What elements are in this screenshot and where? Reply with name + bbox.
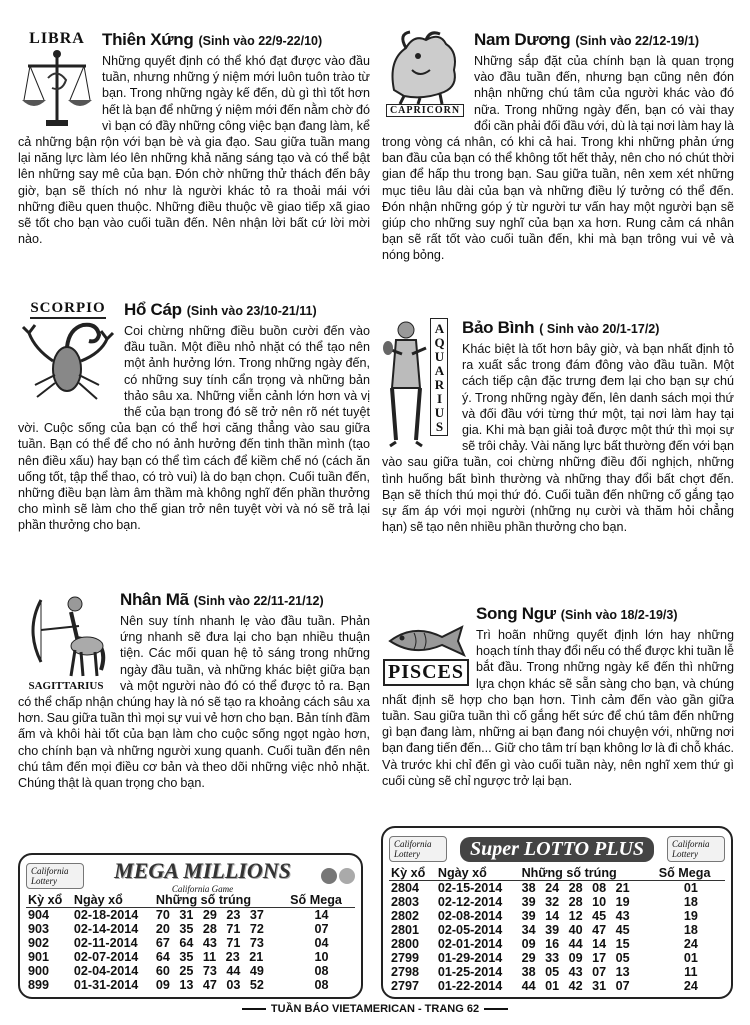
table-row — [389, 909, 725, 923]
winning-numbers: 20 35 28 71 72 — [155, 922, 264, 936]
mega-number: 18 — [683, 895, 698, 909]
pisces-illustration — [382, 623, 470, 686]
scorpio-art-label: SCORPIO — [30, 300, 105, 319]
aquarius-text: Khác biệt là tốt hơn bây giờ, và bạn nhất định tỏ ra xuất sắc trong đám đông vào đầu tuần. Một cách tiếp cận đặc trưng đem lại cho bạn sự chú ý. Trong những ngày đến, lên danh sách mọi thứ và đối đầu với từng thứ một, tại nơi làm hay tại gia. Khi mà bạn giải toả được một thứ thì mọi sự sẽ trôi chảy. Vài năng lực bất thường đến với bạn vào sau giữa tuần, coi chừng những điều đối nghịch, những tình huống bất bình thường và những thay đổi bất chợt đến. Bạn sẽ thích thú mọi thứ đó. Cuối tuần đến những cố gắng tạo sự ấm áp với mọi người (những nụ cười và thăm hỏi chẳng hạn) sẽ tạo nên nhiều phần thưởng cho bạn. — [382, 342, 734, 535]
california-lottery-logo: California Lottery — [26, 863, 84, 889]
capricorn-title: Nam Dương — [474, 30, 571, 49]
draw-date: 02-07-2014 — [73, 950, 139, 964]
mega-number: 24 — [683, 979, 698, 993]
mega-millions-table — [26, 893, 355, 992]
mega-number: 19 — [683, 909, 698, 923]
pisces-art-label: PISCES — [383, 659, 469, 686]
draw-number: 900 — [28, 964, 50, 978]
scorpio-illustration — [18, 300, 118, 409]
aquarius-title: Bảo Bình — [462, 318, 535, 337]
mega-number: 24 — [683, 937, 698, 951]
table-row — [389, 951, 725, 965]
mega-number: 10 — [314, 950, 329, 964]
winning-numbers: 34 39 40 47 45 — [521, 923, 630, 937]
draw-date: 02-08-2014 — [437, 909, 503, 923]
aquarius-art-label: AQUARIUS — [430, 318, 448, 436]
capricorn-dates: (Sinh vào 22/12-19/1) — [575, 34, 699, 48]
capricorn-art-label: CAPRICORN — [386, 104, 464, 117]
mega-millions-box — [18, 853, 363, 999]
section-pisces — [382, 604, 734, 789]
pisces-text: Trì hoãn những quyết định lớn hay những hoạch tính thay đổi nếu có thể được khi tuần lễ bắt đầu. Trong những ngày kế đến thì những lựa chọn khác sẽ sẵn sàng cho bạn, và chúng nhất định sẽ hợp cho bạn hơn. Tình cảm đến vào gần giữa tuần. Sau giữa tuần thì cố gắng hết sức để chú tâm đến những gì bạn đang làm, những ai bạn đang nói chuyện với, những nơi bạn đang tiến đến... Giữ cho tâm trí bạn không lơ là đi chỗ khác. Và trước khi chỉ đến gì vào cuối tuần này, nên nghĩ xem thứ gì cuối cùng sẽ chỉ ngược trở lại bạn. — [382, 628, 734, 788]
col-date: Ngày xổ — [72, 893, 154, 908]
section-libra — [18, 30, 370, 247]
california-lottery-logo-right: California Lottery — [667, 836, 725, 862]
col-numbers: Những số trúng — [520, 866, 657, 881]
table-row — [389, 881, 725, 896]
winning-numbers: 09 13 47 03 52 — [155, 978, 264, 992]
water-bearer-icon — [382, 318, 430, 448]
superlotto-logo: Super LOTTO PLUS — [460, 837, 654, 862]
draw-date: 02-05-2014 — [437, 923, 503, 937]
table-row — [389, 923, 725, 937]
sagittarius-text: Nên suy tính nhanh lẹ vào đầu tuần. Phản ứng nhanh sẽ đưa lại cho bạn nhiều thuận tiện. Các mối quan hệ tỏ sáng trong những ngày đầu tuần, và những khác biệt giữa bạn và một người nào đó có thể được tỏ ra. Bạn có thể chấp nhận chúng hay là nó sẽ tạo ra khoảng cách sâu xa hơn. Sau giữa tuần thì mọi sự vui vẻ hơn cho bạn. Bản tính đầm ấm và khôi hài tốt của bạn làm cho cuộc sống ngọt ngào hơn, cho chính bạn và những người xung quanh. Cuối tuần đến nên chú tâm đến mọi điều cơ bản và theo dõi những việc nhỏ nhặt. Chúng thật là quan trọng cho bạn. — [18, 614, 370, 791]
libra-scales-icon — [22, 48, 92, 130]
table-row — [26, 978, 355, 992]
winning-numbers: 60 25 73 44 49 — [155, 964, 264, 978]
col-draw: Kỳ xổ — [26, 893, 72, 908]
section-scorpio — [18, 300, 370, 534]
mega-number: 08 — [314, 978, 329, 992]
draw-date: 01-29-2014 — [437, 951, 503, 965]
draw-number: 903 — [28, 922, 50, 936]
draw-number: 2800 — [391, 937, 420, 951]
scorpio-text: Coi chừng những điều buồn cười đến vào đầu tuần. Một điều nhỏ nhặt có thể tạo nên một ảnh hưởng lớn. Trong những ngày đến, có những suy tính cẩn trọng và những bản thảo sâu xa. Những viễn cảnh lớn hơn và vị thế của bạn trong đó sẽ trở nên rõ nét tuyệt vời. Cuộc sống của bạn có thể hơi căng thẳng vào sau giữa tuần. Bạn có thể để cho nó ảnh hưởng đến tinh thần mình (tạo nên điều xấu) hay bạn có thể tìm cách để kiềm chế nó (cách ăn uống tốt, tập thể thao, có trò vui) là do bạn chọn. Cuối tuần đến, những điều bạn làm âm thầm mà không nghĩ đến phần thưởng cho mình sẽ làm cho thế gian trở nên tuyệt vời và nó sẽ trả lại phần thưởng cho bạn. — [18, 324, 370, 533]
libra-art-label: LIBRA — [29, 30, 85, 47]
fish-icon — [384, 623, 468, 657]
goat-icon — [384, 30, 466, 104]
footer-text: TUẦN BÁO VIETAMERICAN - TRANG 62 — [270, 1003, 480, 1015]
col-numbers: Những số trúng — [154, 893, 288, 908]
archer-icon — [21, 590, 111, 680]
capricorn-header — [474, 30, 734, 50]
table-row — [26, 964, 355, 978]
draw-number: 2798 — [391, 965, 420, 979]
winning-numbers: 44 01 42 31 07 — [521, 979, 630, 993]
winning-numbers: 67 64 43 71 73 — [155, 936, 264, 950]
pisces-dates: (Sinh vào 18/2-19/3) — [560, 608, 678, 622]
draw-date: 02-04-2014 — [73, 964, 139, 978]
draw-number: 2801 — [391, 923, 420, 937]
draw-date: 02-11-2014 — [73, 936, 138, 950]
superlotto-box — [381, 826, 733, 999]
footer-rule-left — [242, 1008, 266, 1010]
draw-date: 02-15-2014 — [437, 881, 503, 895]
winning-numbers: 39 14 12 45 43 — [521, 909, 630, 923]
winning-numbers: 39 32 28 10 19 — [521, 895, 630, 909]
sagittarius-dates: (Sinh vào 22/11-21/12) — [193, 594, 324, 608]
draw-number: 901 — [28, 950, 50, 964]
libra-header — [102, 30, 370, 50]
mega-millions-logo-wrap — [114, 858, 291, 894]
table-row — [26, 936, 355, 950]
mega-number: 01 — [683, 951, 698, 965]
table-row — [26, 950, 355, 964]
winning-numbers: 29 33 09 17 05 — [521, 951, 630, 965]
table-row — [389, 979, 725, 993]
winning-numbers: 64 35 11 23 21 — [155, 950, 264, 964]
col-date: Ngày xổ — [436, 866, 520, 881]
libra-dates: (Sinh vào 22/9-22/10) — [198, 34, 323, 48]
superlotto-header — [389, 832, 725, 866]
draw-number: 2804 — [391, 881, 420, 895]
mega-number: 11 — [684, 965, 698, 979]
draw-date: 01-31-2014 — [73, 978, 139, 992]
superlotto-header-row — [389, 866, 725, 881]
mega-millions-header — [26, 859, 355, 893]
mega-number: 14 — [314, 908, 329, 922]
table-row — [389, 895, 725, 909]
table-row — [26, 922, 355, 936]
table-row — [26, 908, 355, 923]
aquarius-dates: ( Sinh vào 20/1-17/2) — [539, 322, 660, 336]
winning-numbers: 38 24 28 08 21 — [521, 881, 630, 895]
mega-millions-logo: MEGA MILLIONS — [114, 858, 291, 883]
table-row — [389, 937, 725, 951]
lottery-balls-icon — [321, 868, 355, 884]
aquarius-header — [462, 318, 734, 338]
mega-number: 01 — [683, 881, 698, 895]
draw-date: 02-18-2014 — [73, 908, 139, 922]
sagittarius-header — [120, 590, 370, 610]
draw-number: 899 — [28, 978, 50, 992]
scorpio-header — [124, 300, 370, 320]
scorpio-title: Hổ Cáp — [124, 300, 182, 319]
pisces-header — [476, 604, 734, 624]
mega-millions-sub: California Game — [171, 884, 234, 894]
winning-numbers: 38 05 43 07 13 — [521, 965, 630, 979]
libra-text: Những quyết định có thể khó đạt được vào đầu tuần, nhưng những ý niệm mới luôn tuôn trào từ bạn. Trong những ngày kế đến, dù gì thì tốt hơn hết là bạn để những ý niệm mới đến nằm chờ đó vì bạn có đầy những công việc bạn đang làm, kể cả những bận rộn với bạn bè và gia đạo. Sau giữa tuần mang lại năng lực làm léo lên những khả năng sáng tạo và có thể bật lên những say mê của bạn. Đón chờ những thử thách đến bây giờ, bạn sẽ thích nó như là người khác tỏ ra thoải mái với những điều quen thuộc. Những điều thuộc về giao tiếp xã giao sẽ tốt cho bạn vào cuối tuần đến. Nên nhận lời bất cứ lời mời nào. — [18, 54, 370, 247]
draw-number: 902 — [28, 936, 50, 950]
footer-rule-right — [484, 1008, 508, 1010]
scorpion-icon — [21, 319, 115, 409]
libra-illustration — [18, 30, 96, 130]
mega-number: 18 — [683, 923, 698, 937]
scorpio-dates: (Sinh vào 23/10-21/11) — [186, 304, 317, 318]
table-row — [389, 965, 725, 979]
draw-date: 02-01-2014 — [437, 937, 503, 951]
draw-number: 904 — [28, 908, 50, 922]
winning-numbers: 70 31 29 23 37 — [155, 908, 264, 922]
section-capricorn — [382, 30, 734, 264]
sagittarius-art-label: SAGITTARIUS — [28, 680, 104, 692]
libra-title: Thiên Xứng — [102, 30, 194, 49]
section-aquarius — [382, 318, 734, 535]
col-mega: Số Mega — [288, 893, 355, 908]
california-lottery-logo: California Lottery — [389, 836, 447, 862]
draw-date: 01-22-2014 — [437, 979, 503, 993]
mega-number: 08 — [314, 964, 329, 978]
draw-date: 02-14-2014 — [73, 922, 139, 936]
aquarius-illustration — [382, 318, 456, 448]
draw-date: 01-25-2014 — [437, 965, 503, 979]
draw-number: 2797 — [391, 979, 420, 993]
draw-number: 2799 — [391, 951, 420, 965]
mega-number: 07 — [314, 922, 329, 936]
superlotto-table — [389, 866, 725, 993]
page-footer — [0, 1003, 750, 1015]
capricorn-text: Những sắp đặt của chính bạn là quan trọng vào đầu tuần đến, nhưng bạn cũng nên đón nhận những chú tâm của người khác vào đó nữa. Trong những ngày đến, bạn có vài thay đổi cần phải đối đầu với, dù là tại nơi làm hay là trong vòng cá nhân, có khi cả hai. Trong khi những phản ứng ban đầu của bạn có thể không tốt hết thảy, nên cho nó chút thời gian để hấp thu trong bạn. Sau giữa tuần, nên xem xét những mục tiêu lâu dài của bạn và những điều lý tưởng có thể đến. Đón nhận những góp ý từ người tư vấn hay một người bạn sẽ giúp cho những suy nghĩ của bạn xa hơn. Rung cảm cá nhân bạn sẽ rất tốt vào cuối tuần đến, khi mà bạn trông vui vẻ và nóng bỏng. — [382, 54, 734, 263]
draw-number: 2802 — [391, 909, 420, 923]
draw-date: 02-12-2014 — [437, 895, 503, 909]
draw-number: 2803 — [391, 895, 420, 909]
col-mega: Số Mega — [657, 866, 725, 881]
sagittarius-title: Nhân Mã — [120, 590, 189, 609]
capricorn-illustration — [382, 30, 468, 117]
section-sagittarius — [18, 590, 370, 791]
winning-numbers: 09 16 44 14 15 — [521, 937, 630, 951]
pisces-title: Song Ngư — [476, 604, 556, 623]
mega-number: 04 — [314, 936, 329, 950]
sagittarius-illustration — [18, 590, 114, 692]
mega-header-row — [26, 893, 355, 908]
col-draw: Kỳ xổ — [389, 866, 436, 881]
